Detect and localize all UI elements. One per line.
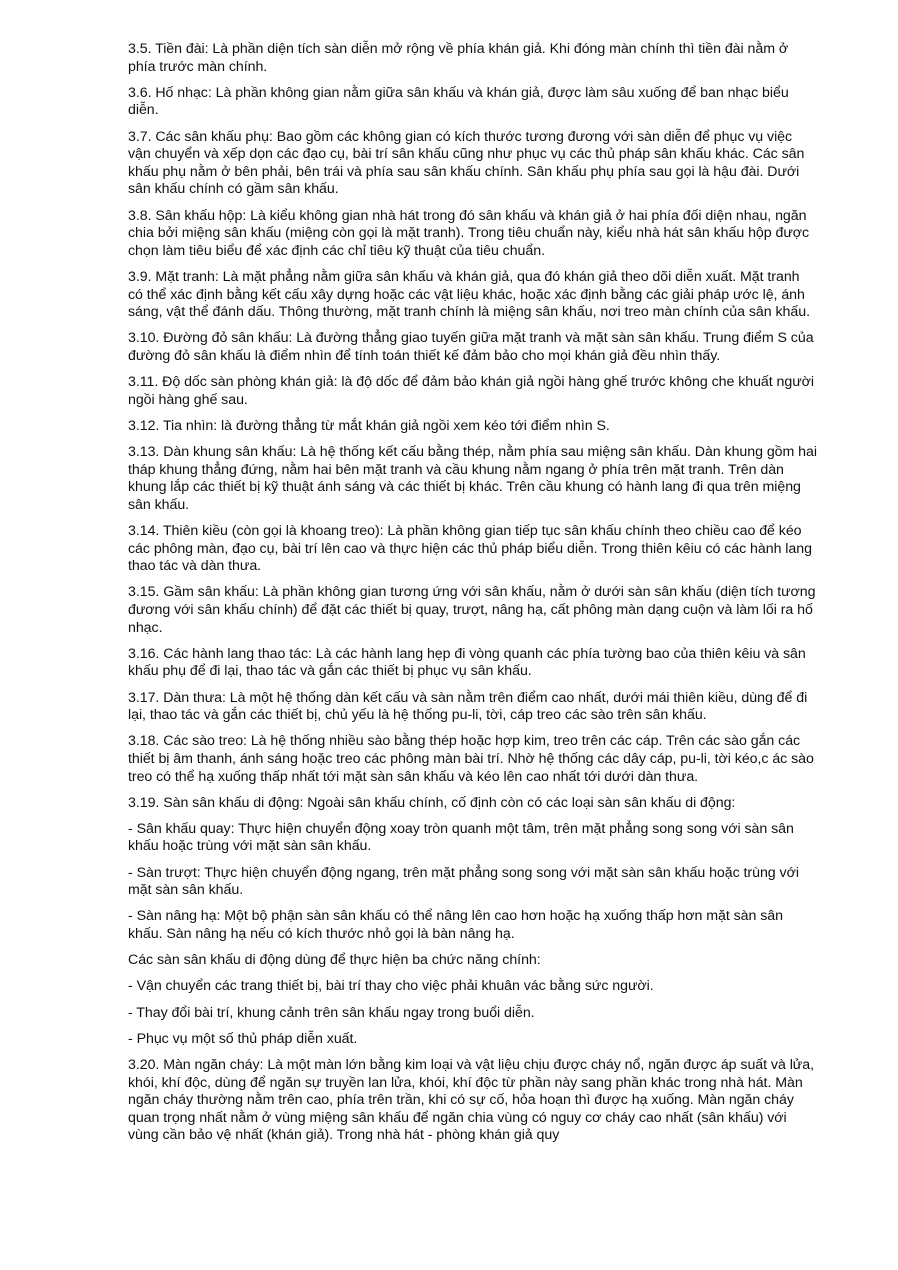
paragraph-3-9: 3.9. Mặt tranh: Là mặt phẳng nằm giữa sân khấu và khán giả, qua đó khán giả theo dõi diễn xuất. Mặt tranh có thể xác định bằng kết cấu xây dựng hoặc các vật liệu khác, hoặc xác định bằng các giải pháp ước lệ, ánh sáng, vật thể đánh dấu. Thông thường, mặt tranh chính là miệng sân khấu, nơi treo màn chính của sân khấu.: [128, 268, 810, 321]
paragraph-3-10: 3.10. Đường đỏ sân khấu: Là đường thẳng giao tuyến giữa mặt tranh và mặt sàn sân khấu. Trung điểm S của đường đỏ sân khấu là điểm nhìn để tính toán thiết kế đảm bảo cho mọi khán giả đều nhìn thấy.: [128, 330, 814, 364]
paragraph-3-5: 3.5. Tiền đài: Là phần diện tích sàn diễn mở rộng về phía khán giả. Khi đóng màn chính thì tiền đài nằm ở phía trước màn chính.: [128, 41, 789, 75]
document-page: [128, 41, 818, 1154]
paragraph-3-8: 3.8. Sân khấu hộp: Là kiểu không gian nhà hát trong đó sân khấu và khán giả ở hai phía đối diện nhau, ngăn chia bởi miệng sân khấu (miệng còn gọi là mặt tranh). Trong tiêu chuẩn này, kiểu nhà hát sân khấu hộp được chọn làm tiêu biểu để xác định các chỉ tiêu kỹ thuật của tiêu chuẩn.: [128, 207, 810, 259]
paragraph-3-11: 3.11. Độ dốc sàn phòng khán giả: là độ dốc để đảm bảo khán giả ngồi hàng ghế trước không che khuất người ngồi hàng ghế sau.: [128, 374, 815, 408]
bullet-function-scene-change: - Thay đổi bài trí, khung cảnh trên sân khấu ngay trong buổi diễn.: [128, 1004, 535, 1021]
paragraph-3-13: 3.13. Dàn khung sân khấu: Là hệ thống kết cấu bằng thép, nằm phía sau miệng sân khấu. Dàn khung gồm hai tháp khung thẳng đứng, nằm hai bên mặt tranh và cầu khung nằm ngang ở phía trên mặt tranh. Trên dàn khung lắp các thiết bị kỹ thuật ánh sáng và các thiết bị khác. Trên cầu khung có hành lang đi qua trên miệng sân khấu.: [128, 444, 817, 513]
paragraph-3-12: 3.12. Tia nhìn: là đường thẳng từ mắt khán giả ngồi xem kéo tới điểm nhìn S.: [128, 417, 610, 434]
bullet-function-acting: - Phục vụ một số thủ pháp diễn xuất.: [128, 1030, 358, 1047]
bullet-rotating-stage: - Sân khấu quay: Thực hiện chuyển động xoay tròn quanh một tâm, trên mặt phẳng song song với sàn sân khấu hoặc trùng với mặt sàn sân khấu.: [128, 820, 794, 855]
paragraph-3-6: 3.6. Hố nhạc: Là phần không gian nằm giữa sân khấu và khán giả, được làm sâu xuống để ban nhạc biểu diễn.: [128, 84, 789, 119]
paragraph-3-20: 3.20. Màn ngăn cháy: Là một màn lớn bằng kim loại và vật liệu chịu được cháy nổ, ngăn được áp suất và lửa, khói, khí độc, dùng để ngăn sự truyền lan lửa, khói, khí độc từ phần này sang phần khác trong nhà hát. Màn ngăn cháy thường nằm trên cao, phía trên trần, khi có sự cố, hỏa hoạn thì được hạ xuống. Màn ngăn cháy quan trọng nhất nằm ở vùng miệng sân khấu để ngăn chia vùng có nguy cơ cháy cao nhất (sân khấu) với vùng cần bảo vệ nhất (khán giả). Trong nhà hát - phòng khán giả quy: [128, 1056, 814, 1144]
paragraph-3-15: 3.15. Gầm sân khấu: Là phần không gian tương ứng với sân khấu, nằm ở dưới sàn sân khấu (diện tích tương đương với sân khấu chính) để đặt các thiết bị quay, trượt, nâng hạ, cất phông màn dạng cuộn và làm lối ra hố nhạc.: [128, 584, 816, 636]
bullet-lifting-stage: - Sàn nâng hạ: Một bộ phận sàn sân khấu có thể nâng lên cao hơn hoặc hạ xuống thấp hơn mặt sàn sân khấu. Sàn nâng hạ nếu có kích thước nhỏ gọi là bàn nâng hạ.: [128, 908, 783, 943]
paragraph-3-16: 3.16. Các hành lang thao tác: Là các hành lang hẹp đi vòng quanh các phía tường bao của thiên kêiu và sân khấu phụ để đi lại, thao tác và gắn các thiết bị phục vụ sân khấu.: [128, 645, 806, 680]
paragraph-mobile-stage-functions: Các sàn sân khấu di động dùng để thực hiện ba chức năng chính:: [128, 952, 541, 969]
bullet-function-transport: - Vận chuyển các trang thiết bị, bài trí thay cho việc phải khuân vác bằng sức người.: [128, 978, 654, 995]
bullet-sliding-stage: - Sàn trượt: Thực hiện chuyển động ngang, trên mặt phẳng song song với mặt sàn sân khấu hoặc trùng với mặt sàn sân khấu.: [128, 864, 799, 899]
paragraph-3-7: 3.7. Các sân khấu phụ: Bao gồm các không gian có kích thước tương đương với sàn diễn để phục vụ việc vận chuyển và xếp dọn các đạo cụ, bài trí sân khấu cũng như phục vụ các thủ pháp sân khấu khác. Các sân khấu phụ nằm ở bên phải, bên trái và phía sau sân khấu chính. Sân khấu phụ phía sau gọi là hậu đài. Dưới sân khấu chính có gầm sân khấu.: [128, 128, 805, 198]
paragraph-3-17: 3.17. Dàn thưa: Là một hệ thống dàn kết cấu và sàn nằm trên điểm cao nhất, dưới mái thiên kiều, dùng để đi lại, thao tác và gắn các thiết bị, chủ yếu là hệ thống pu-li, tời, cáp treo các sào trên sân khấu.: [128, 689, 808, 724]
paragraph-3-18: 3.18. Các sào treo: Là hệ thống nhiều sào bằng thép hoặc hợp kim, treo trên các cáp. Trên các sào gắn các thiết bị âm thanh, ánh sáng hoặc treo các phông màn bài trí. Nhờ hệ thống các dây cáp, pu-li, tời kéo,c ác sào treo có thể hạ xuống thấp nhất tới mặt sàn sân khấu và kéo lên cao nhất tới dưới dàn thưa.: [128, 733, 814, 785]
paragraph-3-19: 3.19. Sàn sân khấu di động: Ngoài sân khấu chính, cố định còn có các loại sàn sân khấu di động:: [128, 794, 736, 811]
paragraph-3-14: 3.14. Thiên kiều (còn gọi là khoang treo): Là phần không gian tiếp tục sân khấu chính theo chiều cao để kéo các phông màn, đạo cụ, bài trí lên cao và thực hiện các thủ pháp biểu diễn. Trong thiên kêiu có các hành lang thao tác và dàn thưa.: [128, 523, 812, 575]
